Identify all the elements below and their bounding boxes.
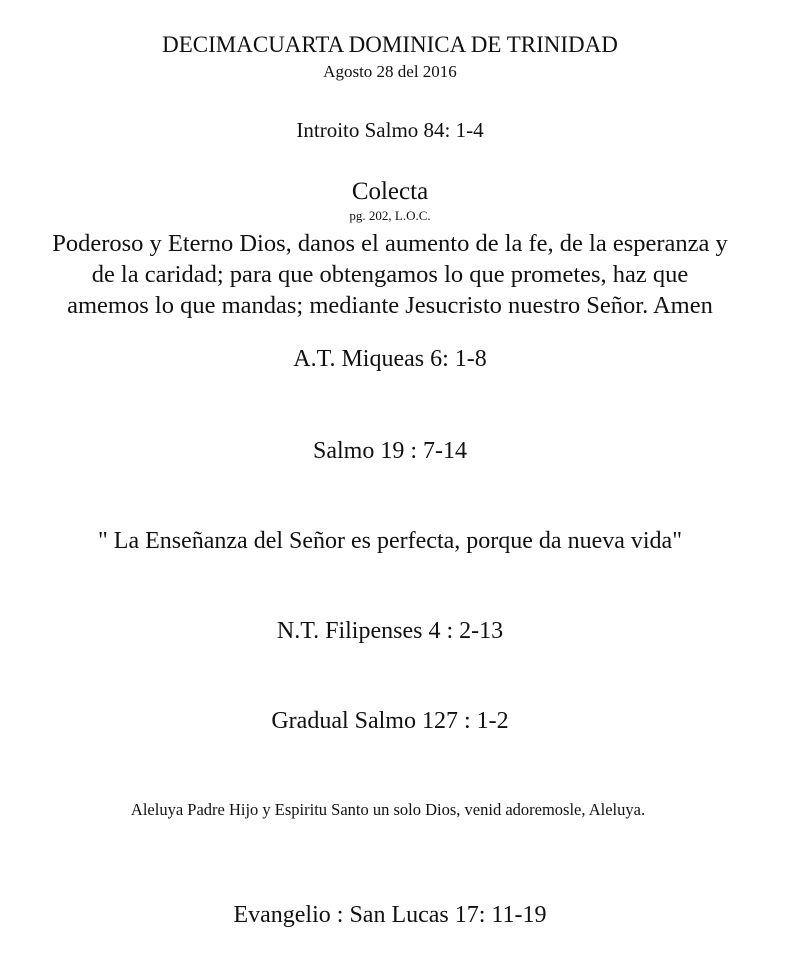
page-title: DECIMACUARTA DOMINICA DE TRINIDAD <box>162 32 618 57</box>
collect-prayer-line: de la caridad; para que obtengamos lo que prometes, haz que <box>91 261 689 288</box>
new-testament-reading: N.T. Filipenses 4 : 2-13 <box>276 618 504 644</box>
collect-prayer <box>0 228 780 321</box>
collect-reference: pg. 202, L.O.C. <box>349 208 431 223</box>
old-testament-reading: A.T. Miqueas 6: 1-8 <box>293 346 487 372</box>
collect-prayer-line: Poderoso y Eterno Dios, danos el aumento de la fe, de la esperanza y <box>52 230 728 257</box>
alleluia-verse: Aleluya Padre Hijo y Espiritu Santo un solo Dios, venid adoremosle, Aleluya. <box>130 800 646 819</box>
service-date: Agosto 28 del 2016 <box>323 62 457 81</box>
gradual-reading: Gradual Salmo 127 : 1-2 <box>271 708 509 734</box>
introit-reading: Introito Salmo 84: 1-4 <box>296 118 484 142</box>
collect-prayer-line: amemos lo que mandas; mediante Jesucristo nuestro Señor. Amen <box>67 292 713 319</box>
psalm-verse-quote: " La Enseñanza del Señor es perfecta, porque da nueva vida" <box>97 528 682 554</box>
collect-heading: Colecta <box>351 178 429 205</box>
psalm-reading: Salmo 19 : 7-14 <box>313 438 467 464</box>
gospel-reading: Evangelio : San Lucas 17: 11-19 <box>233 902 547 928</box>
